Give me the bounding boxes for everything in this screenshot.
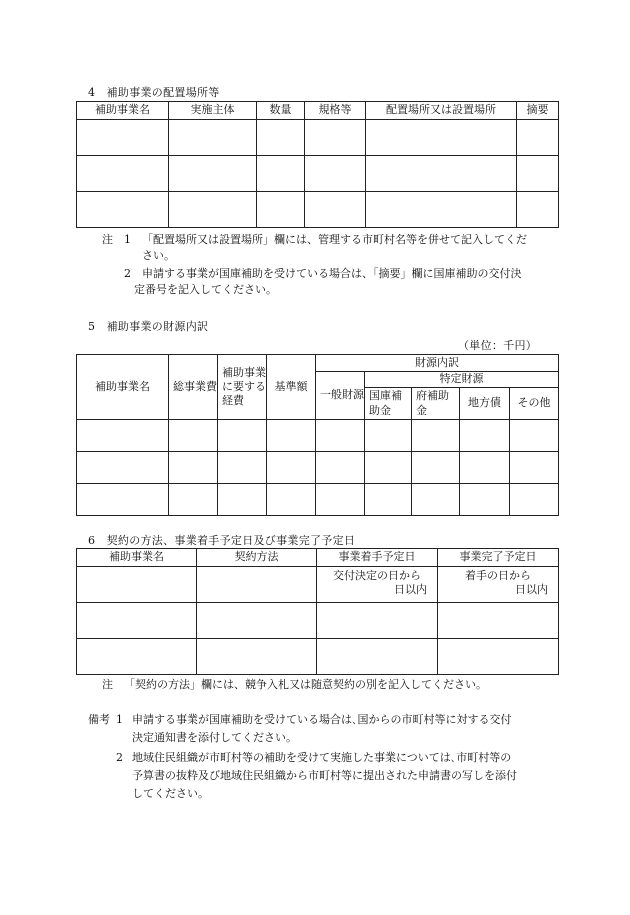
table-cell[interactable]: [77, 452, 169, 484]
table-cell[interactable]: [365, 452, 412, 484]
table-cell[interactable]: [460, 484, 510, 516]
table-cell[interactable]: [412, 420, 460, 452]
remarks-text: 申請する事業が国庫補助を受けている場合は､国からの市町村等に対する交付: [132, 713, 512, 726]
table-cell[interactable]: [365, 484, 412, 516]
section4-table: [76, 101, 559, 228]
table-cell[interactable]: [169, 192, 257, 228]
end-date-cell[interactable]: [438, 567, 559, 603]
note-number: 2: [124, 267, 131, 280]
end-date-days: 日以内: [515, 583, 548, 597]
table-cell[interactable]: [412, 452, 460, 484]
section6-table: [76, 548, 559, 675]
note-text: さい。: [142, 249, 175, 262]
table-cell[interactable]: [218, 452, 267, 484]
section6-title: 6 契約の方法、事業着手予定日及び事業完了予定日: [88, 534, 356, 547]
table-cell[interactable]: [438, 639, 559, 675]
note-text: 「契約の方法」欄には、競争入札又は随意契約の別を記入してください。: [124, 678, 487, 691]
table-row: [77, 567, 559, 603]
header-specific-funds: 特定財源: [365, 372, 559, 388]
section5-table: [76, 354, 559, 516]
table-cell[interactable]: [169, 156, 257, 192]
table-cell[interactable]: [218, 420, 267, 452]
header-base-amount: 基準額: [267, 355, 316, 420]
table-cell[interactable]: [197, 603, 317, 639]
note-label: 注: [102, 233, 113, 246]
start-date-days: 日以内: [394, 583, 427, 597]
table-cell[interactable]: [169, 120, 257, 156]
note-label: 注: [102, 678, 113, 691]
table-row: [77, 192, 559, 228]
table-cell[interactable]: [267, 484, 316, 516]
header-start-date: 事業着手予定日: [317, 549, 438, 567]
table-cell[interactable]: [438, 603, 559, 639]
table-cell[interactable]: [366, 156, 517, 192]
table-cell[interactable]: [517, 192, 559, 228]
table-cell[interactable]: [510, 420, 559, 452]
table-cell[interactable]: [77, 484, 169, 516]
unit-label: （単位：千円）: [458, 339, 538, 352]
note-text: 定番号を記入してください。: [134, 283, 277, 296]
table-cell[interactable]: [317, 603, 438, 639]
table-cell[interactable]: [365, 420, 412, 452]
table-cell[interactable]: [257, 156, 305, 192]
remarks-label: 備考: [88, 713, 110, 726]
header-prefectural-subsidy: 府補助金: [412, 388, 460, 420]
table-cell[interactable]: [305, 120, 366, 156]
table-cell[interactable]: [460, 452, 510, 484]
remarks-text: 予算書の抜粋及び地域住民組織から市町村等に提出された申請書の写しを添付: [132, 769, 517, 782]
header-project-name: 補助事業名: [77, 355, 169, 420]
table-cell[interactable]: [77, 420, 169, 452]
table-row: [77, 420, 559, 452]
table-cell[interactable]: [77, 192, 169, 228]
table-cell[interactable]: [517, 156, 559, 192]
table-row: [77, 603, 559, 639]
remarks-number: 1: [116, 713, 123, 726]
table-row: [77, 120, 559, 156]
header-implementer: 実施主体: [169, 102, 257, 120]
table-cell[interactable]: [169, 420, 218, 452]
table-cell[interactable]: [366, 120, 517, 156]
table-cell[interactable]: [412, 484, 460, 516]
table-cell[interactable]: [197, 567, 317, 603]
header-required-cost: 補助事業に要する経費: [218, 355, 267, 420]
header-location: 配置場所又は設置場所: [366, 102, 517, 120]
section4-notes: [102, 232, 562, 298]
header-total-cost: 総事業費: [169, 355, 218, 420]
header-project-name: 補助事業名: [77, 102, 169, 120]
table-row: [77, 484, 559, 516]
table-cell[interactable]: [305, 156, 366, 192]
header-end-date: 事業完了予定日: [438, 549, 559, 567]
end-date-text: 着手の日から: [465, 569, 531, 582]
table-cell[interactable]: [169, 452, 218, 484]
header-spec: 規格等: [305, 102, 366, 120]
start-date-cell[interactable]: [317, 567, 438, 603]
table-cell[interactable]: [366, 192, 517, 228]
table-cell[interactable]: [517, 120, 559, 156]
header-quantity: 数量: [257, 102, 305, 120]
table-cell[interactable]: [510, 484, 559, 516]
table-cell[interactable]: [267, 452, 316, 484]
note-number: 1: [124, 233, 131, 246]
table-cell[interactable]: [77, 603, 197, 639]
table-cell[interactable]: [316, 484, 365, 516]
header-breakdown: 財源内訳: [316, 355, 559, 372]
table-cell[interactable]: [317, 639, 438, 675]
table-cell[interactable]: [77, 639, 197, 675]
header-contract-method: 契約方法: [197, 549, 317, 567]
remarks-text: 地域住民組織が市町村等の補助を受けて実施した事業については､市町村等の: [132, 751, 512, 764]
table-cell[interactable]: [316, 452, 365, 484]
table-cell[interactable]: [257, 192, 305, 228]
remarks-text: 決定通知書を添付してください。: [132, 731, 297, 744]
remarks-number: 2: [116, 751, 123, 764]
remarks-text: してください。: [132, 787, 209, 800]
table-row: [77, 452, 559, 484]
header-national-subsidy: 国庫補助金: [365, 388, 412, 420]
note-text: 申請する事業が国庫補助を受けている場合は、「摘要」欄に国庫補助の交付決: [142, 267, 522, 280]
remarks-section: [88, 712, 562, 802]
section5-title: 5 補助事業の財源内訳: [88, 320, 209, 333]
table-cell[interactable]: [267, 420, 316, 452]
table-cell[interactable]: [77, 567, 197, 603]
section4-title: 4 補助事業の配置場所等: [88, 86, 220, 99]
table-cell[interactable]: [77, 156, 169, 192]
note-text: 「配置場所又は設置場所」欄には、管理する市町村名等を併せて記入してくだ: [142, 233, 527, 246]
table-cell[interactable]: [305, 192, 366, 228]
table-cell[interactable]: [169, 484, 218, 516]
header-project-name: 補助事業名: [77, 549, 197, 567]
table-cell[interactable]: [77, 120, 169, 156]
table-row: [77, 639, 559, 675]
table-row: [77, 156, 559, 192]
table-cell[interactable]: [197, 639, 317, 675]
table-cell[interactable]: [257, 120, 305, 156]
section6-note: [102, 677, 562, 693]
header-local-bond: 地方債: [460, 388, 510, 420]
table-cell[interactable]: [510, 452, 559, 484]
table-cell[interactable]: [316, 420, 365, 452]
start-date-text: 交付決定の日から: [333, 569, 421, 582]
header-remarks: 摘要: [517, 102, 559, 120]
header-general-funds: 一般財源: [316, 372, 365, 420]
table-cell[interactable]: [218, 484, 267, 516]
table-cell[interactable]: [460, 420, 510, 452]
header-other: その他: [510, 388, 559, 420]
